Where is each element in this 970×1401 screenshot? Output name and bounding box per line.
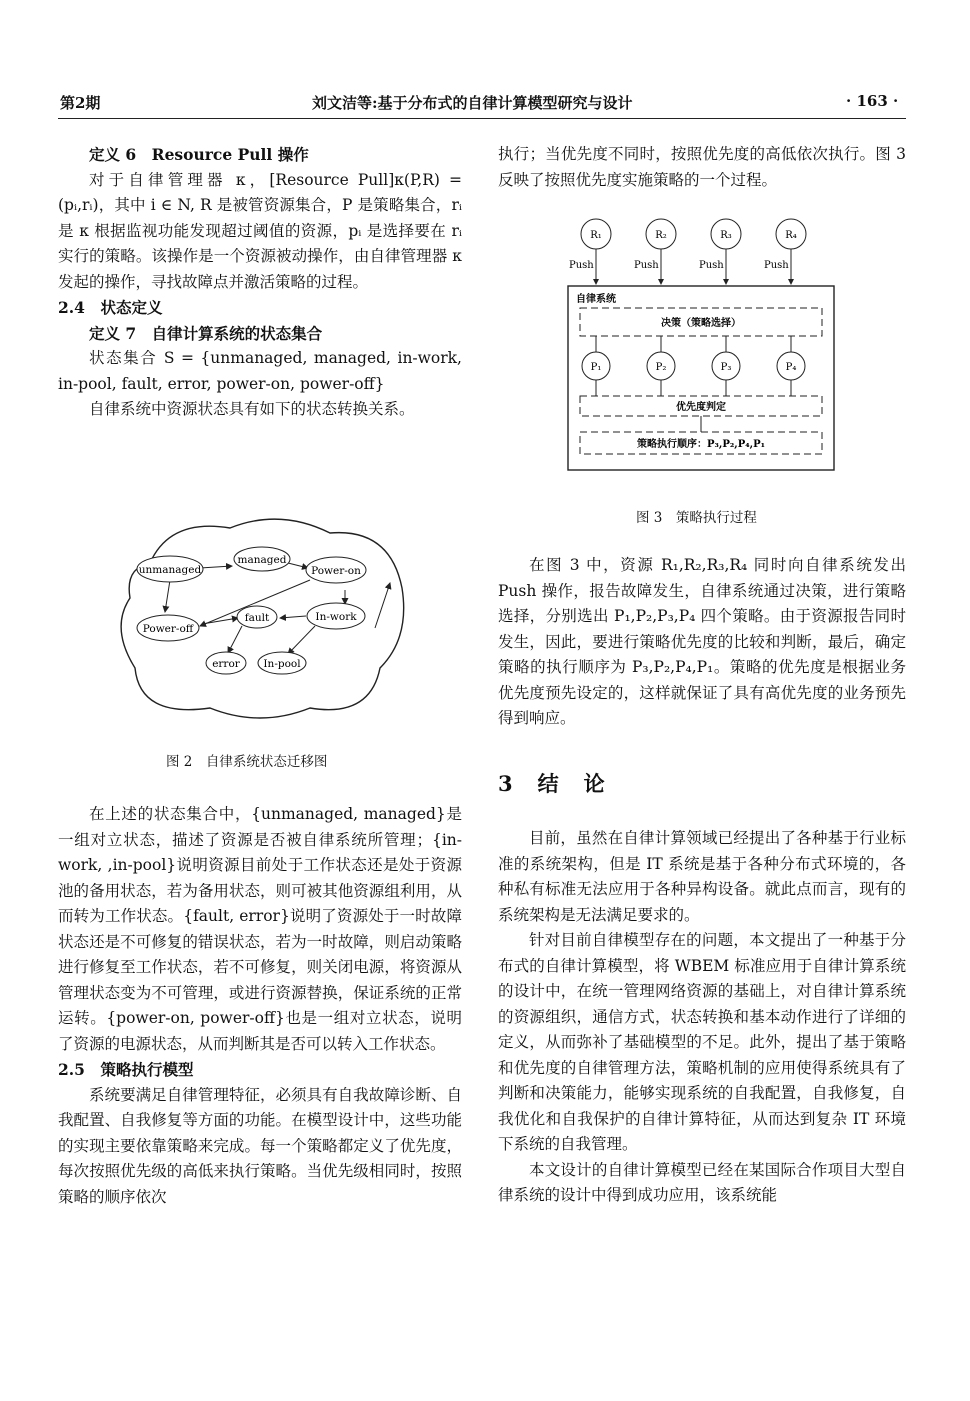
state-power-on	[306, 557, 366, 583]
left-column-bottom	[58, 802, 462, 1210]
svg-text:error: error	[212, 658, 240, 670]
state-sets-paragraph: 在上述的状态集合中，{unmanaged, managed}是一组对立状态，描述了资源是否被自律系统所管理；{in-work, ,in-pool}说明资源目前处于工作状态还是处于资源池的备用状态，若为备用状态，则可被其他资源组利用，从而转为工作状态。{fault, error}说明了资源处于一时故障状态还是不可修复的错误状态，若为一时故障，则启动策略进行修复至工作状态，若不可修复，则关闭电源，将资源从管理状态变为不可管理，或进行资源替换，保证系统的正常运转。{power-on, power-off}也是一组对立状态，说明了资源的电源状态，从而判断其是否可以转入工作状态。	[58, 805, 462, 1053]
state-in-work	[307, 603, 365, 629]
header-title: 刘文洁等:基于分布式的自律计算模型研究与设计	[312, 94, 633, 112]
section-3-heading: 3 结 论	[498, 771, 607, 796]
figure-2-state-diagram	[110, 508, 410, 730]
definition-6-body: 对于自律管理器 κ，[Resource Pull]κ(P,R) = (pᵢ,rᵢ)，其中 i ∈ N, R 是被管资源集合，P 是策略集合，rᵢ 是 κ 根据监视功能发现超过阈值的资源，pᵢ 是选择要在 rᵢ 实行的策略。该操作是一个资源被动操作，由自律管理器 κ 发起的操作，寻找故障点并激活策略的过程。	[58, 170, 462, 291]
svg-text:Power-on: Power-on	[311, 565, 361, 577]
svg-text:P₃: P₃	[720, 362, 732, 373]
policy-p1	[582, 352, 610, 380]
policy-p3	[712, 352, 740, 380]
push-label-4: Push	[764, 260, 789, 271]
svg-text:unmanaged: unmanaged	[138, 564, 202, 576]
figure-3-caption: 图 3 策略执行过程	[636, 510, 757, 526]
policy-model-paragraph: 系统要满足自律管理特征，必须具有自我故障诊断、自我配置、自我修复等方面的功能。在模型设计中，这些功能的实现主要依靠策略来完成。每一个策略都定义了优先度，每次按照优先级的高低来执行策略。当优先级相同时，按照策略的顺序依次	[58, 1085, 462, 1206]
figure-3-explanation: 在图 3 中，资源 R₁,R₂,R₃,R₄ 同时向自律系统发出 Push 操作，报告故障发生，自律系统通过决策，进行策略选择，分别选出 P₁,P₂,P₃,P₄ 四个策略。由于资源报告同时发生，因此，要进行策略优先度的比较和判断，最后，确定策略的执行顺序为 P₃,P₂,P₄,P₁。策略的优先度是根据业务优先度预先设定的，这样就保证了具有高优先度的业务预先得到响应。	[498, 556, 906, 727]
state-fault	[237, 606, 277, 628]
conclusion-paragraph-1: 目前，虽然在自律计算领域已经提出了各种基于行业标准的系统架构，但是 IT 系统是基于各种分布式环境的，各种私有标准无法应用于各种异构设备。就此点而言，现有的系统架构是无法满足要求的。	[498, 829, 906, 924]
svg-text:R₃: R₃	[720, 230, 732, 241]
decision-label: 决策（策略选择）	[661, 318, 741, 329]
svg-text:R₁: R₁	[590, 230, 602, 241]
svg-text:In-pool: In-pool	[263, 658, 301, 670]
definition-7-body: 状态集合 S = {unmanaged, managed, in-work, in-pool, fault, error, power-on, power-off}	[58, 349, 462, 393]
svg-text:managed: managed	[237, 554, 287, 566]
definition-7-title: 定义 7 自律计算系统的状态集合	[89, 323, 323, 343]
svg-text:fault: fault	[244, 612, 270, 624]
conclusion-paragraph-2: 针对目前自律模型存在的问题，本文提出了一种基于分布式的自律计算模型，将 WBEM 标准应用于自律计算系统的设计中，在统一管理网络资源的基础上，对自律计算系统的资源组织，通信方式，状态转换和基本动作进行了详细的定义，从而弥补了基础模型的不足。此外，提出了基于策略和优先度的自律管理方法，策略机制的应用使得系统具有了判断和决策能力，能够实现系统的自我配置，自我修复，自我优化和自我保护的自律计算特征，从而达到复杂 IT 环境下系统的自我管理。	[498, 931, 906, 1153]
state-in-pool	[258, 652, 306, 674]
right-column-middle	[498, 553, 906, 732]
execution-order-label: 策略执行顺序：P₃,P₂,P₄,P₁	[636, 439, 766, 450]
autonomic-system-label: 自律系统	[576, 294, 616, 305]
definition-6-title: 定义 6 Resource Pull 操作	[89, 145, 309, 164]
policy-p4	[777, 352, 805, 380]
left-column-top	[58, 142, 462, 423]
svg-text:P₂: P₂	[655, 362, 667, 373]
svg-text:Power-off: Power-off	[142, 623, 194, 635]
section-2-4-heading: 2.4 状态定义	[58, 298, 163, 317]
resource-r4	[776, 219, 806, 249]
header-rule	[58, 118, 906, 119]
header-page-number: · 163 ·	[846, 92, 899, 110]
svg-text:P₁: P₁	[590, 362, 602, 373]
conclusion-paragraph-3: 本文设计的自律计算模型已经在某国际合作项目大型自律系统的设计中得到成功应用，该系统能	[498, 1160, 906, 1204]
svg-text:P₄: P₄	[785, 362, 797, 373]
policy-p2	[647, 352, 675, 380]
resource-r3	[711, 219, 741, 249]
figure-2-caption: 图 2 自律系统状态迁移图	[166, 754, 328, 770]
section-2-5-heading: 2.5 策略执行模型	[58, 1060, 194, 1079]
svg-text:R₄: R₄	[785, 230, 797, 241]
right-column-top	[498, 142, 906, 193]
figure-3-policy-execution	[566, 212, 838, 474]
svg-text:In-work: In-work	[315, 611, 357, 623]
push-label-2: Push	[634, 260, 659, 271]
state-error	[206, 652, 246, 674]
state-power-off	[137, 615, 199, 641]
priority-label: 优先度判定	[676, 402, 726, 413]
policy-continuation: 执行；当优先度不同时，按照优先度的高低依次执行。图 3 反映了按照优先度实施策略的一个过程。	[498, 145, 906, 189]
state-transition-intro: 自律系统中资源状态具有如下的状态转换关系。	[89, 400, 415, 418]
right-column-bottom	[498, 826, 906, 1209]
push-label-3: Push	[699, 260, 724, 271]
resource-r2	[646, 219, 676, 249]
state-managed	[234, 547, 290, 571]
push-label-1: Push	[569, 260, 594, 271]
state-unmanaged	[137, 556, 203, 582]
resource-r1	[581, 219, 611, 249]
header-issue: 第2期	[60, 94, 101, 112]
svg-text:R₂: R₂	[655, 230, 667, 241]
